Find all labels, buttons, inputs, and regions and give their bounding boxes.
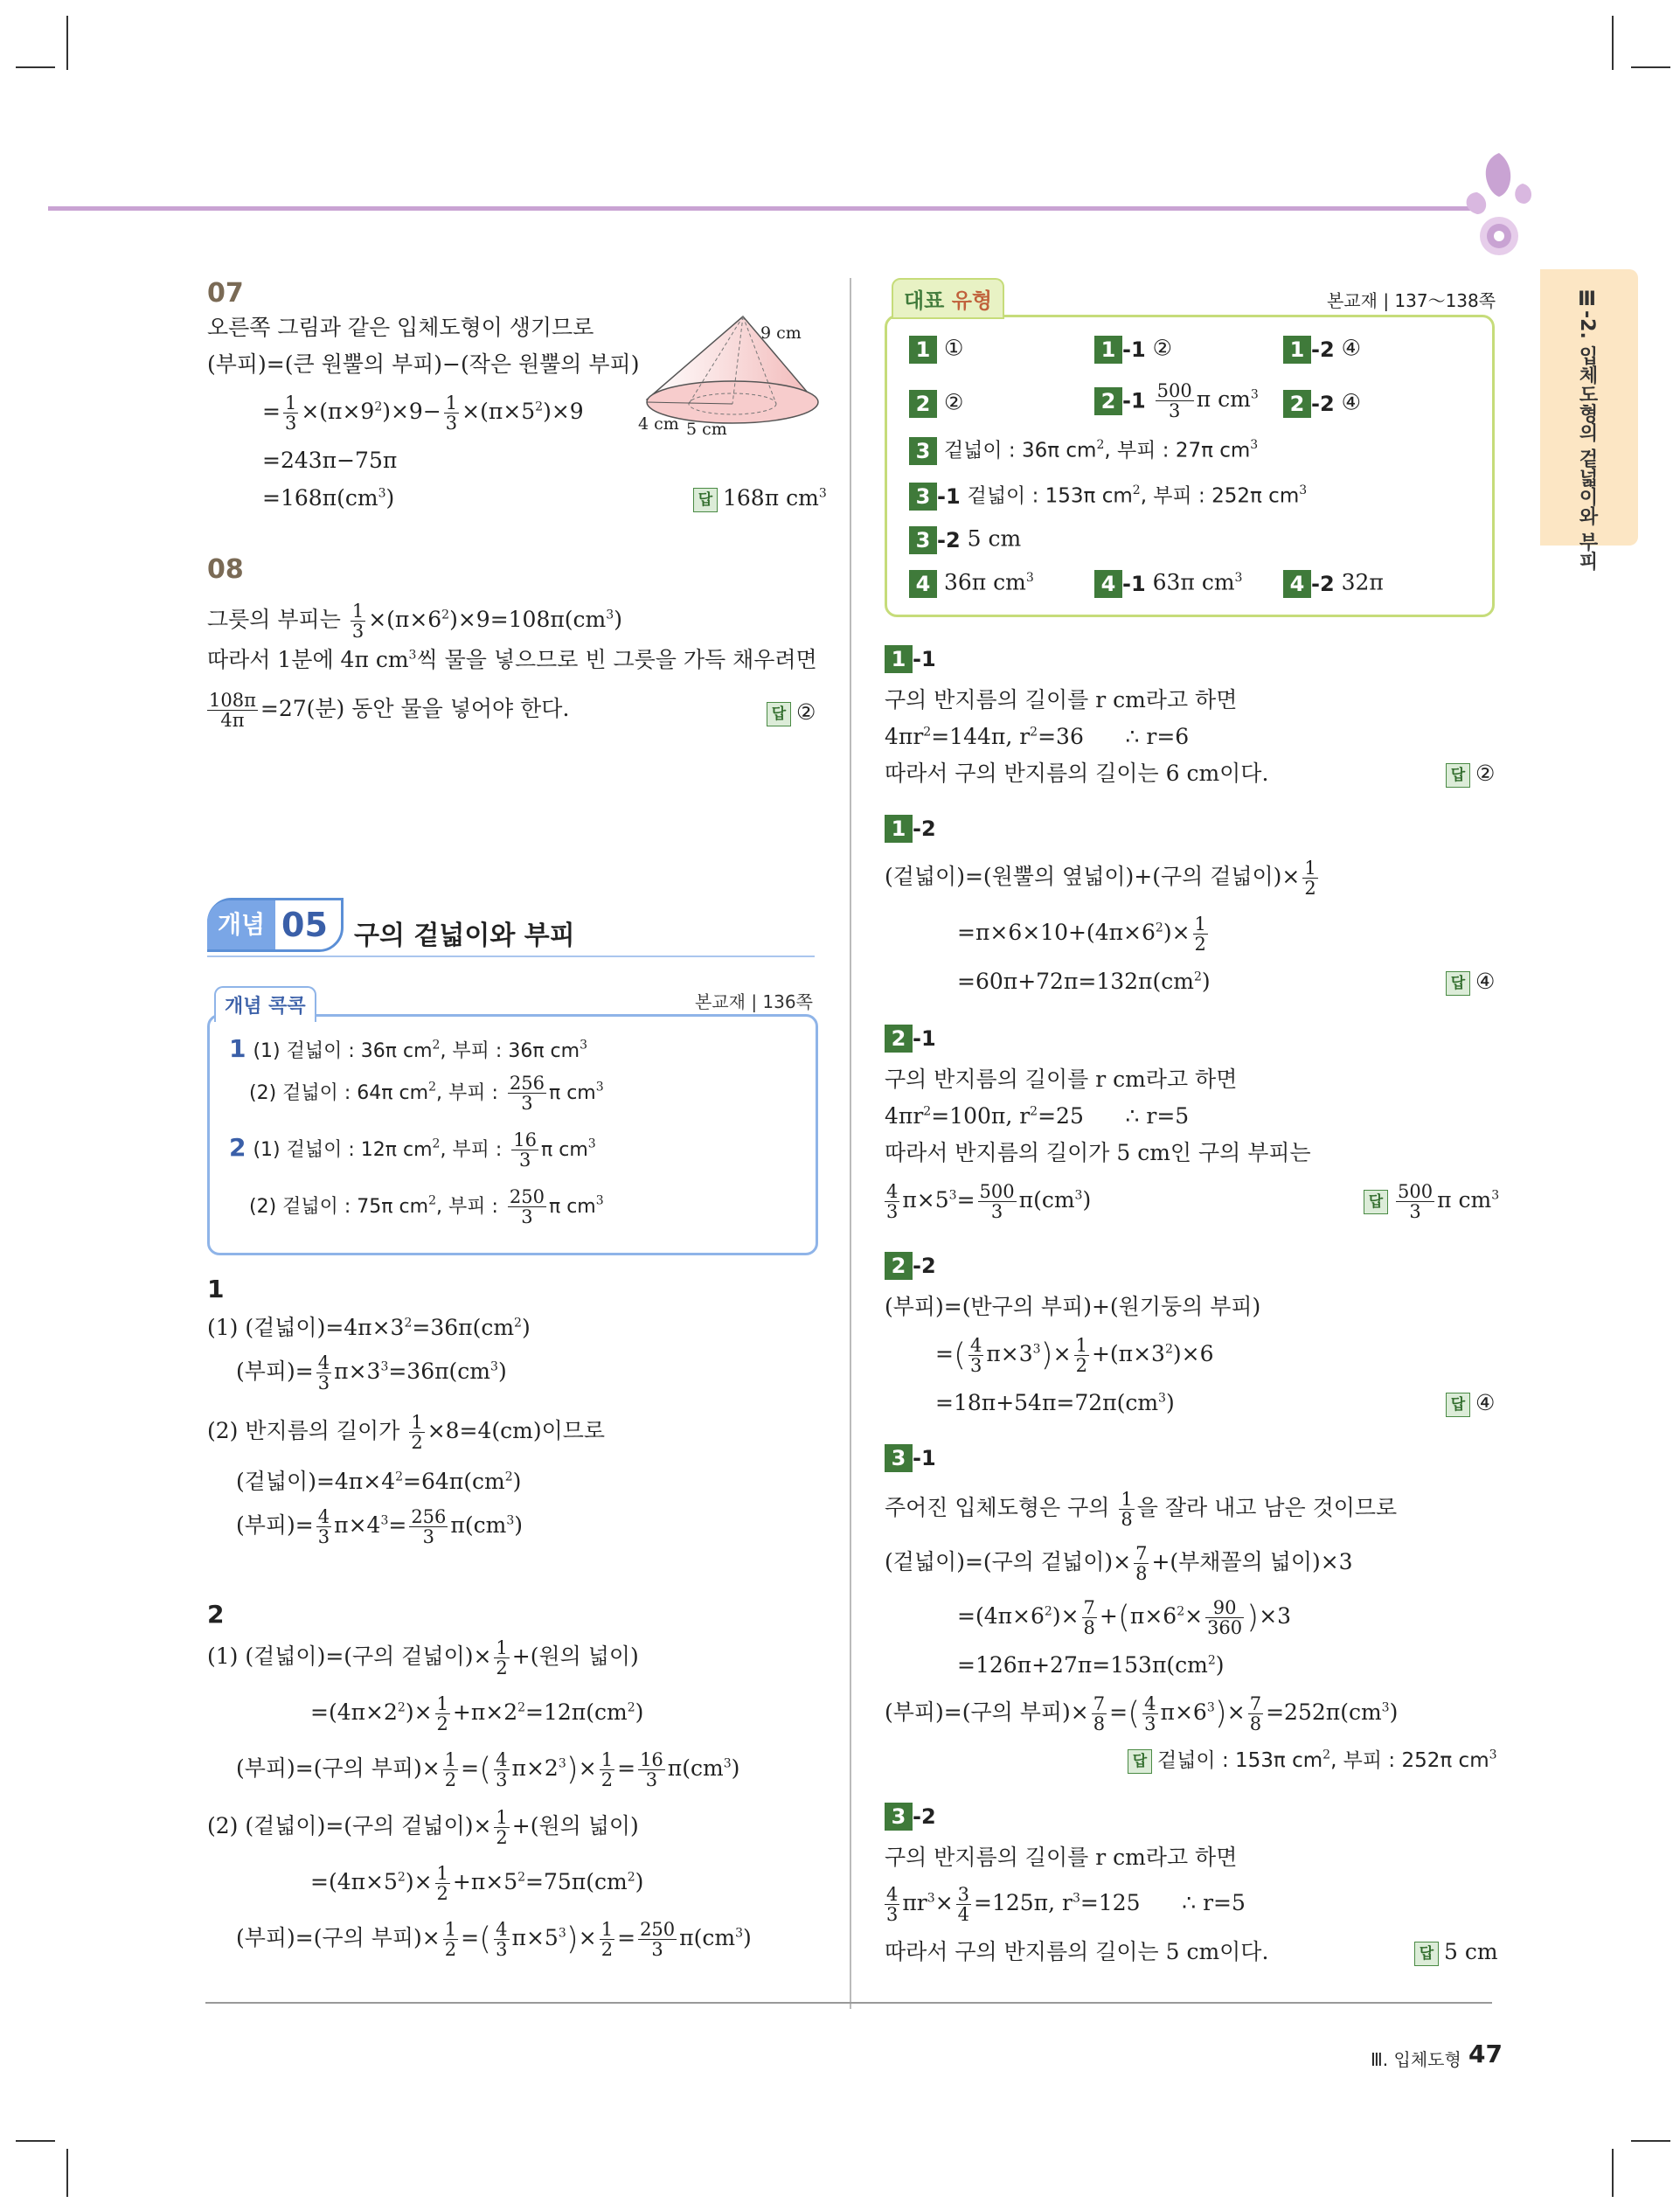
concept-row: 1 (1) 겉넓이 : 36π $cm^2$, 부피 : 36π $cm^3$ <box>229 1034 588 1063</box>
formula-line: $=126\pi+27\pi=153\pi(cm^2)$ <box>957 1652 1225 1678</box>
answer-icon: 답 <box>1446 971 1470 996</box>
formula-line: (1) (겉넓이)$=4\pi\times 3^2=36\pi(cm^2)$ <box>207 1315 531 1340</box>
formula-line: (부피)=(구의 부피)× $\frac{1}{2}$ =( $\frac{4}{3}$ $\pi\times 5^3)\times$ $\frac{1}{2}$ = $\frac{250}{3}$ $\pi(cm^3)$ <box>236 1919 752 1961</box>
summary-item: 1 ① <box>909 336 963 364</box>
formula-line: (부피)= $\frac{4}{3}$ $\pi\times 3^3=36\pi(cm^3)$ <box>236 1352 507 1394</box>
formula-line: (겉넓이)=(구의 겉넓이)× $\frac{7}{8}$ +(부채꼴의 넓이)×3 <box>885 1543 1353 1585</box>
answer: 답 ④ <box>1446 970 1495 996</box>
formula-line: $4\pi r^2=100\pi$, $r^2=25$ ∴ r=5 <box>885 1103 1190 1129</box>
side-tab-label: Ⅲ-2. 입체도형의 겉넓이와 부피 <box>1576 288 1598 571</box>
concept-tag: 개념 <box>207 900 275 949</box>
page-number: 47 <box>1468 2040 1503 2068</box>
formula-line: $=(4\pi\times 2^2)\times$ $\frac{1}{2}$ $+\pi\times 2^2=12\pi(cm^2)$ <box>310 1693 644 1735</box>
figure-label: 5 cm <box>686 420 727 439</box>
formula-line: =( $\frac{4}{3}$ $\pi\times 3^3)\times$ $\frac{1}{2}$ $+(\pi\times 3^2)\times 6$ <box>935 1335 1214 1377</box>
formula-line: (1) (겉넓이)=(구의 겉넓이)× $\frac{1}{2}$ +(원의 넓이) <box>207 1637 639 1679</box>
summary-item: 2 ② <box>909 390 963 418</box>
formula-line: $=18\pi+54\pi=72\pi(cm^3)$ <box>935 1390 1175 1415</box>
box-tag: 개념 콕콕 <box>214 986 316 1022</box>
answer-icon: 답 <box>1446 763 1470 788</box>
footer-chapter: Ⅲ. 입체도형 <box>1371 2049 1461 2070</box>
problem-label: 3 -2 <box>885 1803 936 1831</box>
formula-line: $4\pi r^2=144\pi$, $r^2=36$ ∴ r=6 <box>885 724 1190 749</box>
answer: 답 $\frac{500}{3}$ π $cm^3$ <box>1364 1182 1499 1221</box>
text-line: 오른쪽 그림과 같은 입체도형이 생기므로 <box>207 315 594 340</box>
formula-line: $=\pi\times 6\times 10+(4\pi\times 6^2)\times$ $\frac{1}{2}$ <box>957 914 1206 956</box>
answer-icon: 답 <box>1446 1393 1470 1417</box>
formula-line: (부피)=(구의 부피)× $\frac{7}{8}$ =( $\frac{4}{3}$ $\pi\times 6^3)\times$ $\frac{7}{8}$ $=252\pi(cm^3)$ <box>885 1693 1399 1735</box>
answer: 답 ② <box>767 701 816 726</box>
concept-title: 구의 겉넓이와 부피 <box>354 921 575 951</box>
formula-line: (부피)= $\frac{4}{3}$ $\pi\times 4^3=$ $\frac{256}{3}$ $\pi(cm^3)$ <box>236 1506 523 1548</box>
answer-icon: 답 <box>767 702 791 726</box>
formula-line: (겉넓이)=(원뿔의 옆넓이)+(구의 겉넓이)× $\frac{1}{2}$ <box>885 858 1316 900</box>
text-line: 따라서 구의 반지름의 길이는 6 cm이다. <box>885 761 1269 786</box>
text-line: (부피)=(큰 원뿔의 부피)−(작은 원뿔의 부피) <box>207 351 640 377</box>
page-ref: 본교재 | 136쪽 <box>695 991 813 1012</box>
problem-number: 07 <box>207 278 244 309</box>
answer-icon: 답 <box>1128 1749 1152 1774</box>
header-rule <box>48 206 1482 211</box>
answer-icon: 답 <box>1364 1190 1388 1214</box>
page-ref: 본교재 | 137～138쪽 <box>1327 290 1496 311</box>
answer: 답 168π $cm^3$ <box>693 487 827 512</box>
concept-row: (2) 겉넓이 : 64π $cm^2$, 부피 : $\frac{256}{3}$ π $cm^3$ <box>249 1073 604 1115</box>
text-line: 구의 반지름의 길이를 r cm라고 하면 <box>885 687 1238 712</box>
summary-item: 1 -2 ④ <box>1283 336 1361 364</box>
column-divider <box>850 278 851 2009</box>
summary-item: 4 -1 63π $cm^3$ <box>1094 570 1242 598</box>
summary-item: 4 36π $cm^3$ <box>909 570 1034 598</box>
summary-item: 2 -2 ④ <box>1283 390 1361 418</box>
answer: 답 5 cm <box>1414 1941 1498 1966</box>
figure-label: 9 cm <box>760 323 802 343</box>
text-line: 구의 반지름의 길이를 r cm라고 하면 <box>885 1067 1238 1092</box>
text-line: 구의 반지름의 길이를 r cm라고 하면 <box>885 1845 1238 1870</box>
formula-line: $\frac{108\pi}{4\pi}$ =27(분) 동안 물을 넣어야 한다. <box>209 690 570 732</box>
answer: 답 겉넓이 : 153π $cm^2$, 부피 : 252π $cm^3$ <box>1128 1748 1497 1774</box>
concept-row: (2) 겉넓이 : 75π $cm^2$, 부피 : $\frac{250}{3}$ π $cm^3$ <box>249 1186 604 1228</box>
formula-line: $=(4\pi\times 5^2)\times$ $\frac{1}{2}$ $+\pi\times 5^2=75\pi(cm^2)$ <box>310 1863 644 1905</box>
summary-tag: 대표 유형 <box>892 278 1004 319</box>
answer: 답 ② <box>1446 762 1495 788</box>
problem-label: 1 -1 <box>885 645 936 673</box>
problem-label: 2 -2 <box>885 1252 936 1280</box>
formula-line: =243π−75π <box>262 448 398 473</box>
formula-line: (부피)=(구의 부피)× $\frac{1}{2}$ =( $\frac{4}{3}$ $\pi\times 2^3)\times$ $\frac{1}{2}$ = $\frac{16}{3}$ $\pi(cm^3)$ <box>236 1749 740 1791</box>
answer-icon: 답 <box>1414 1942 1439 1966</box>
formula-line: 그릇의 부피는 $\frac{1}{3}$ $\times(\pi\times 6^2)\times 9=108\pi(cm^3)$ <box>207 601 622 643</box>
text-line: 따라서 반지름의 길이가 5 cm인 구의 부피는 <box>885 1140 1311 1165</box>
concept-row: 2 (1) 겉넓이 : 12π $cm^2$, 부피 : $\frac{16}{3}$ π $cm^3$ <box>229 1129 596 1171</box>
figure-label: 4 cm <box>638 414 679 434</box>
formula-line: $=60\pi+72\pi=132\pi(cm^2)$ <box>957 969 1211 994</box>
formula-line: $\frac{4}{3}$ $\pi r^3\times$ $\frac{3}{4}$ =125π, $r^3=125$ ∴ r=5 <box>886 1884 1246 1926</box>
problem-number: 1 <box>207 1275 225 1303</box>
bottom-rule <box>205 2002 1492 2004</box>
summary-item: 3 -1 겉넓이 : 153π $cm^2$, 부피 : 252π $cm^3$ <box>909 483 1307 511</box>
formula-line: 주어진 입체도형은 구의 $\frac{1}{8}$ 을 잘라 내고 남은 것이므로 <box>885 1489 1398 1531</box>
formula-line: $=168\pi(cm^3)$ <box>262 485 395 511</box>
formula-line: (2) 반지름의 길이가 $\frac{1}{2}$ ×8=4(cm)이므로 <box>207 1412 606 1454</box>
summary-item: 2 -1 $\frac{500}{3}$ π $cm^3$ <box>1094 381 1259 420</box>
formula-line: $\frac{4}{3}$ $\pi\times 5^3=$ $\frac{500}{3}$ $\pi(cm^3)$ <box>886 1181 1092 1223</box>
problem-number: 08 <box>207 554 244 585</box>
problem-number: 2 <box>207 1600 225 1629</box>
formula-line: (겉넓이)$=4\pi\times 4^2=64\pi(cm^2)$ <box>236 1469 522 1494</box>
problem-label: 1 -2 <box>885 815 936 843</box>
formula-line: $=(4\pi\times 6^2)\times$ $\frac{7}{8}$ $+(\pi\times 6^2\times$ $\frac{90}{360}$ )×3 <box>957 1597 1292 1639</box>
summary-item: 4 -2 32π <box>1283 570 1384 598</box>
formula-line: = $\frac{1}{3}$ $\times(\pi\times 9^2)\times 9-$ $\frac{1}{3}$ $\times(\pi\times 5^2)\times 9$ <box>262 393 584 434</box>
answer: 답 ④ <box>1446 1392 1495 1417</box>
problem-label: 2 -1 <box>885 1025 936 1053</box>
text-line: 따라서 1분에 4π $cm^3$씩 물을 넣으므로 빈 그릇을 가득 채우려면 <box>207 647 817 672</box>
concept-number: 05 <box>281 906 328 944</box>
summary-item: 1 -1 ② <box>1094 336 1172 364</box>
formula-line: (2) (겉넓이)=(구의 겉넓이)× $\frac{1}{2}$ +(원의 넓이) <box>207 1807 639 1849</box>
summary-item: 3 -2 5 cm <box>909 526 1021 554</box>
flower-ornament-icon <box>1451 144 1538 267</box>
problem-label: 3 -1 <box>885 1444 936 1472</box>
text-line: (부피)=(반구의 부피)+(원기둥의 부피) <box>885 1294 1261 1319</box>
text-line: 따라서 구의 반지름의 길이는 5 cm이다. <box>885 1939 1269 1964</box>
summary-item: 3 겉넓이 : 36π $cm^2$, 부피 : 27π $cm^3$ <box>909 437 1258 465</box>
answer-icon: 답 <box>693 488 718 512</box>
